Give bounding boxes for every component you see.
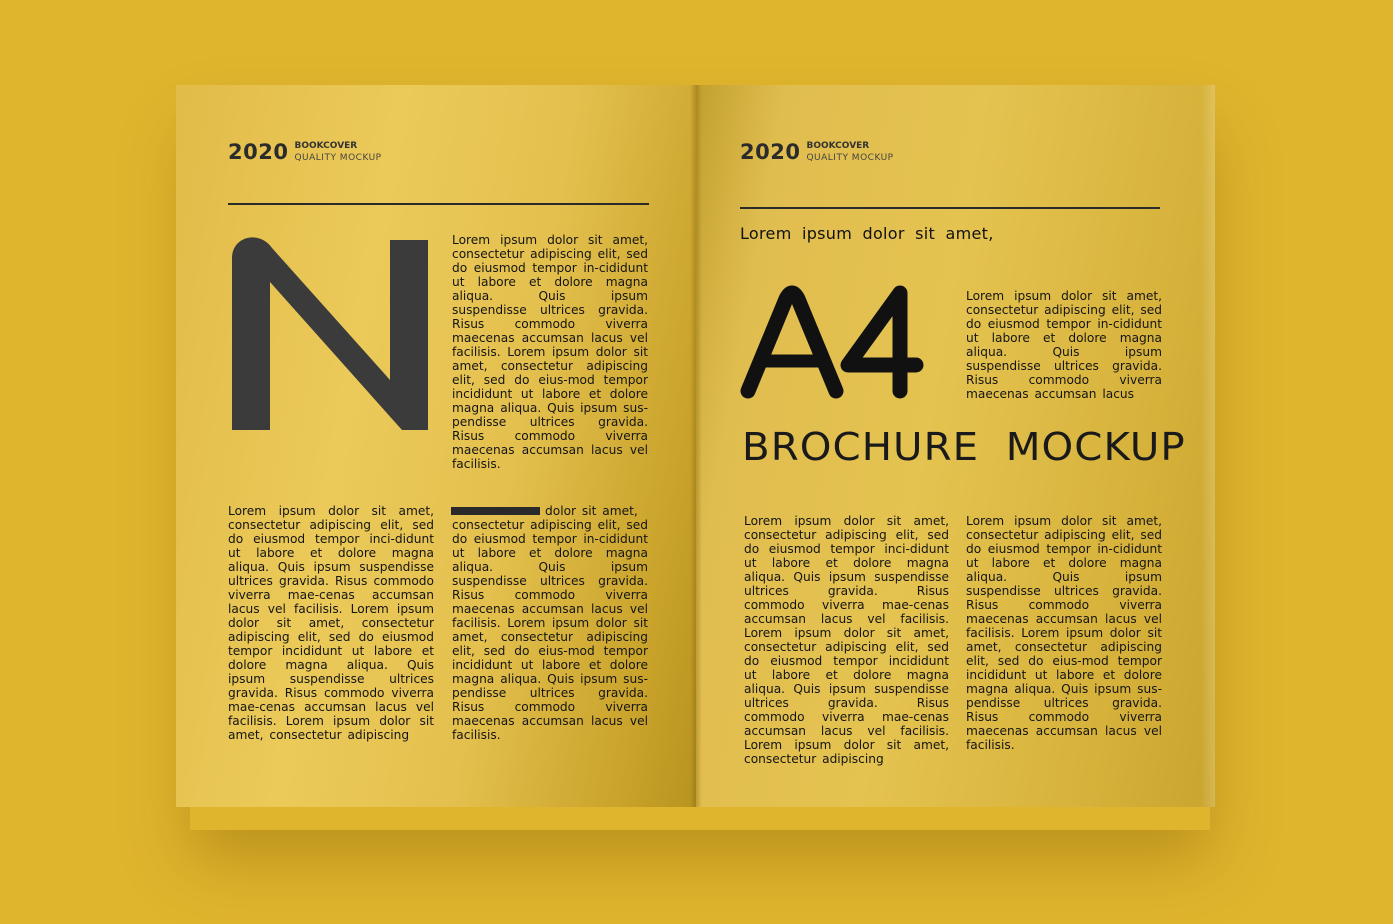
left-page (176, 85, 696, 807)
right-page (696, 85, 1215, 807)
right-column-lower-right: Lorem ipsum dolor sit amet, consectetur adipiscing elit, sed do eiusmod tempor in-cididunt ut labore et dolore magna aliqua. Quis ipsum suspendisse ultrices gravida. Risus commodo viverra maecenas accumsan lacus vel facilisis. Lorem ipsum dolor sit amet, consectetur adipiscing elit, sed do eius-mod tempor incididunt ut labore et dolore magna aliqua. Quis ipsum sus-pendisse ultrices gravida. Risus commodo viverra maecenas accumsan lacus vel facilisis. (966, 514, 1162, 752)
right-column-lower-left: Lorem ipsum dolor sit amet, consectetur adipiscing elit, sed do eiusmod tempor inci-didunt ut labore et dolore magna aliqua. Quis ipsum suspendisse ultrices gravida. Risus commodo viverra mae-cenas accumsan lacus vel facilisis. Lorem ipsum dolor sit amet, consectetur adipiscing elit, sed do eiusmod tempor incididunt ut labore et dolore magna aliqua. Quis ipsum suspendisse ultrices gravida. Risus commodo viverra mae-cenas accumsan lacus vel facilisis. Lorem ipsum dolor sit amet, consectetur adipiscing (744, 514, 949, 766)
redacted-bar (451, 507, 540, 515)
header-subtitle (294, 140, 381, 164)
left-column-lower-right-first: dolor sit amet, (545, 504, 638, 518)
right-header (740, 140, 894, 164)
header-rule (740, 207, 1160, 209)
header-line1: BOOKCOVER (294, 141, 358, 151)
header-rule (228, 203, 649, 205)
right-column-top: Lorem ipsum dolor sit amet, consectetur adipiscing elit, sed do eiusmod tempor in-cididunt ut labore et dolore magna aliqua. Quis ipsum suspendisse ultrices gravida. Risus commodo viverra maecenas accumsan lacus (966, 289, 1162, 401)
lead-sentence: Lorem ipsum dolor sit amet, (740, 224, 994, 243)
brochure-title: BROCHURE MOCKUP (742, 425, 1186, 469)
left-column-lower-right: consectetur adipiscing elit, sed do eiusmod tempor in-cididunt ut labore et dolore magna aliqua. Quis ipsum suspendisse ultrices gravida. Risus commodo viverra maecenas accumsan lacus vel facilisis. Lorem ipsum dolor sit amet, consectetur adipiscing elit, sed do eius-mod tempor incididunt ut labore et dolore magna aliqua. Quis ipsum sus-pendisse ultrices gravida. Risus commodo viverra maecenas accumsan lacus vel facilisis. (452, 518, 648, 742)
header-line1: BOOKCOVER (806, 141, 870, 151)
drop-letter-n (230, 230, 430, 435)
a4-title (740, 283, 930, 403)
left-column-lower-left: Lorem ipsum dolor sit amet, consectetur adipiscing elit, sed do eiusmod tempor inci-didunt ut labore et dolore magna aliqua. Quis ipsum suspendisse ultrices gravida. Risus commodo viverra mae-cenas accumsan lacus vel facilisis. Lorem ipsum dolor sit amet, consectetur adipiscing elit, sed do eiusmod tempor incididunt ut labore et dolore magna aliqua. Quis ipsum suspendisse ultrices gravida. Risus commodo viverra mae-cenas accumsan lacus vel facilisis. Lorem ipsum dolor sit amet, consectetur adipiscing (228, 504, 434, 742)
header-line2: QUALITY MOCKUP (294, 153, 382, 163)
header-subtitle (806, 140, 893, 164)
left-header (228, 140, 382, 164)
header-year: 2020 (740, 140, 801, 164)
spine-crease (690, 85, 702, 807)
header-year: 2020 (228, 140, 289, 164)
left-column-top: Lorem ipsum dolor sit amet, consectetur adipiscing elit, sed do eiusmod tempor in-cididunt ut labore et dolore magna aliqua. Quis ipsum suspendisse ultrices gravida. Risus commodo viverra maecenas accumsan lacus vel facilisis. Lorem ipsum dolor sit amet, consectetur adipiscing elit, sed do eius-mod tempor incididunt ut labore et dolore magna aliqua. Quis ipsum sus-pendisse ultrices gravida. Risus commodo viverra maecenas accumsan lacus vel facilisis. (452, 233, 648, 471)
header-line2: QUALITY MOCKUP (806, 153, 894, 163)
